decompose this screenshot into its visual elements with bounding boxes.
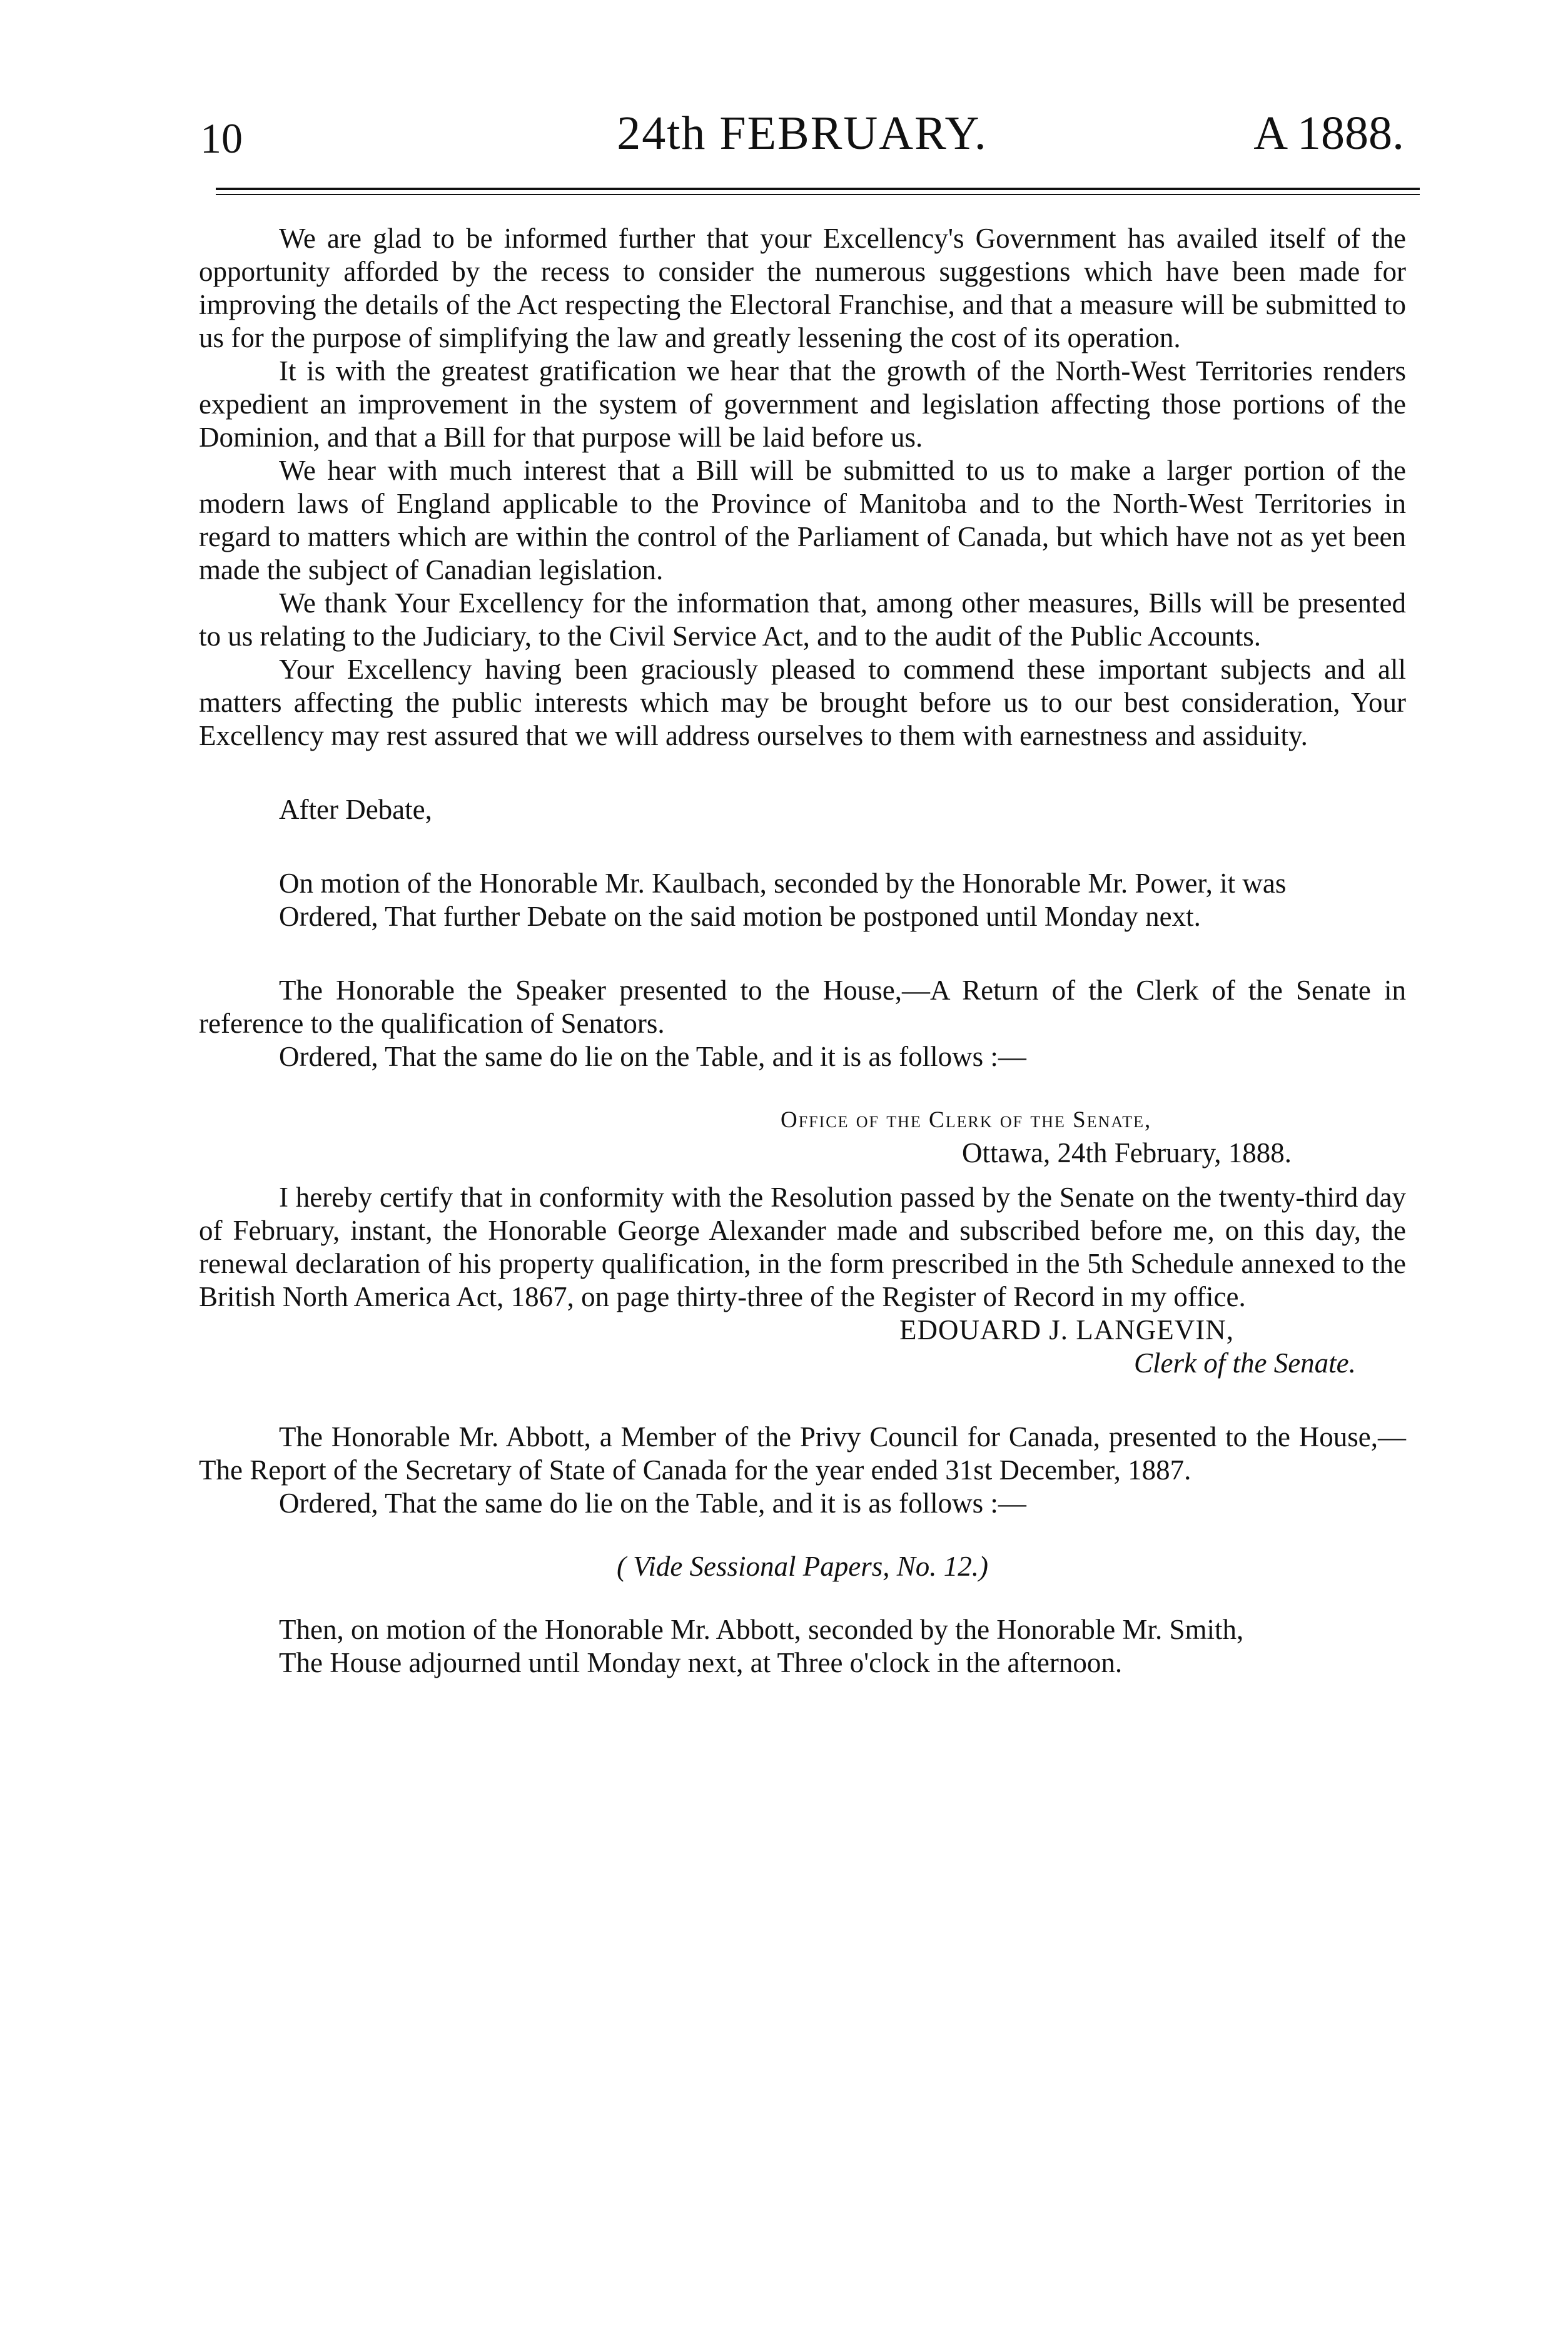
session-year: A 1888.: [1253, 107, 1404, 160]
order-table-1: Ordered, That the same do lie on the Table, and it is as follows :—: [279, 1041, 1026, 1072]
ottawa-dateline: Ottawa, 24th February, 1888.: [962, 1137, 1292, 1168]
signature-title: Clerk of the Senate.: [1134, 1347, 1356, 1379]
paragraph-bills-judiciary: We thank Your Excellency for the information that, among other measures, Bills will be presented to us relating to the Judiciary, to the Civil Service Act, and to the audit of the Public Accounts.: [199, 587, 1406, 652]
after-debate: After Debate,: [279, 794, 432, 825]
office-of-clerk: Office of the Clerk of the Senate,: [781, 1107, 1152, 1133]
abbott-report: The Honorable Mr. Abbott, a Member of the Privy Council for Canada, presented to the House,—The Report of the Secretary of State of Canada for the year ended 31st December, 1887.: [199, 1421, 1406, 1486]
motion-adjourn: Then, on motion of the Honorable Mr. Abbott, seconded by the Honorable Mr. Smith,: [279, 1614, 1244, 1645]
paragraph-closing-address: Your Excellency having been graciously pleased to commend these important subjects and all matters affecting the public interests which may be brought before us to our best consideration, Your Excellency may rest assured that we will address ourselves to them with earnestness and assiduity.: [199, 654, 1406, 751]
paragraph-laws-of-england: We hear with much interest that a Bill will be submitted to us to make a larger portion of the modern laws of England applicable to the Province of Manitoba and to the North-West Territories in regard to matters which are within the control of the Parliament of Canada, but which have not as yet been made the subject of Canadian legislation.: [199, 455, 1406, 586]
header-rule-thin: [216, 194, 1420, 195]
paragraph-north-west-territories: It is with the greatest gratification we hear that the growth of the North-West Territories renders expedient an improvement in the system of government and legislation affecting those portions of the Dominion, and that a Bill for that purpose will be laid before us.: [199, 355, 1406, 453]
paragraph-electoral-franchise: We are glad to be informed further that your Excellency's Government has availed itself of the opportunity afforded by the recess to consider the numerous suggestions which have been made for improving the details of the Act respecting the Electoral Franchise, and that a measure will be submitted to us for the purpose of simplifying the law and greatly lessening the cost of its operation.: [199, 223, 1406, 353]
page-header: [200, 106, 1404, 175]
header-rule-thick: [216, 188, 1420, 190]
order-postpone-debate: Ordered, That further Debate on the said motion be postponed until Monday next.: [279, 901, 1201, 932]
vide-sessional-papers: ( Vide Sessional Papers, No. 12.): [616, 1551, 989, 1582]
signature-name: EDOUARD J. LANGEVIN,: [899, 1314, 1234, 1346]
motion-kaulbach: On motion of the Honorable Mr. Kaulbach, seconded by the Honorable Mr. Power, it was: [279, 868, 1287, 899]
speaker-return: The Honorable the Speaker presented to the House,—A Return of the Clerk of the Senate in reference to the qualification of Senators.: [199, 975, 1406, 1039]
page-number: 10: [200, 114, 243, 162]
page-title: 24th FEBRUARY.: [617, 107, 988, 160]
page-body: [199, 222, 1406, 1680]
certificate-text: I hereby certify that in conformity with the Resolution passed by the Senate on the twenty-third day of February, instant, the Honorable George Alexander made and subscribed before me, on this day, the renewal declaration of his property qualification, in the form prescribed in the 5th Schedule annexed to the British North America Act, 1867, on page thirty-three of the Register of Record in my office.: [199, 1182, 1406, 1312]
house-adjourned: The House adjourned until Monday next, at Three o'clock in the afternoon.: [279, 1647, 1123, 1678]
order-table-2: Ordered, That the same do lie on the Table, and it is as follows :—: [279, 1488, 1026, 1519]
